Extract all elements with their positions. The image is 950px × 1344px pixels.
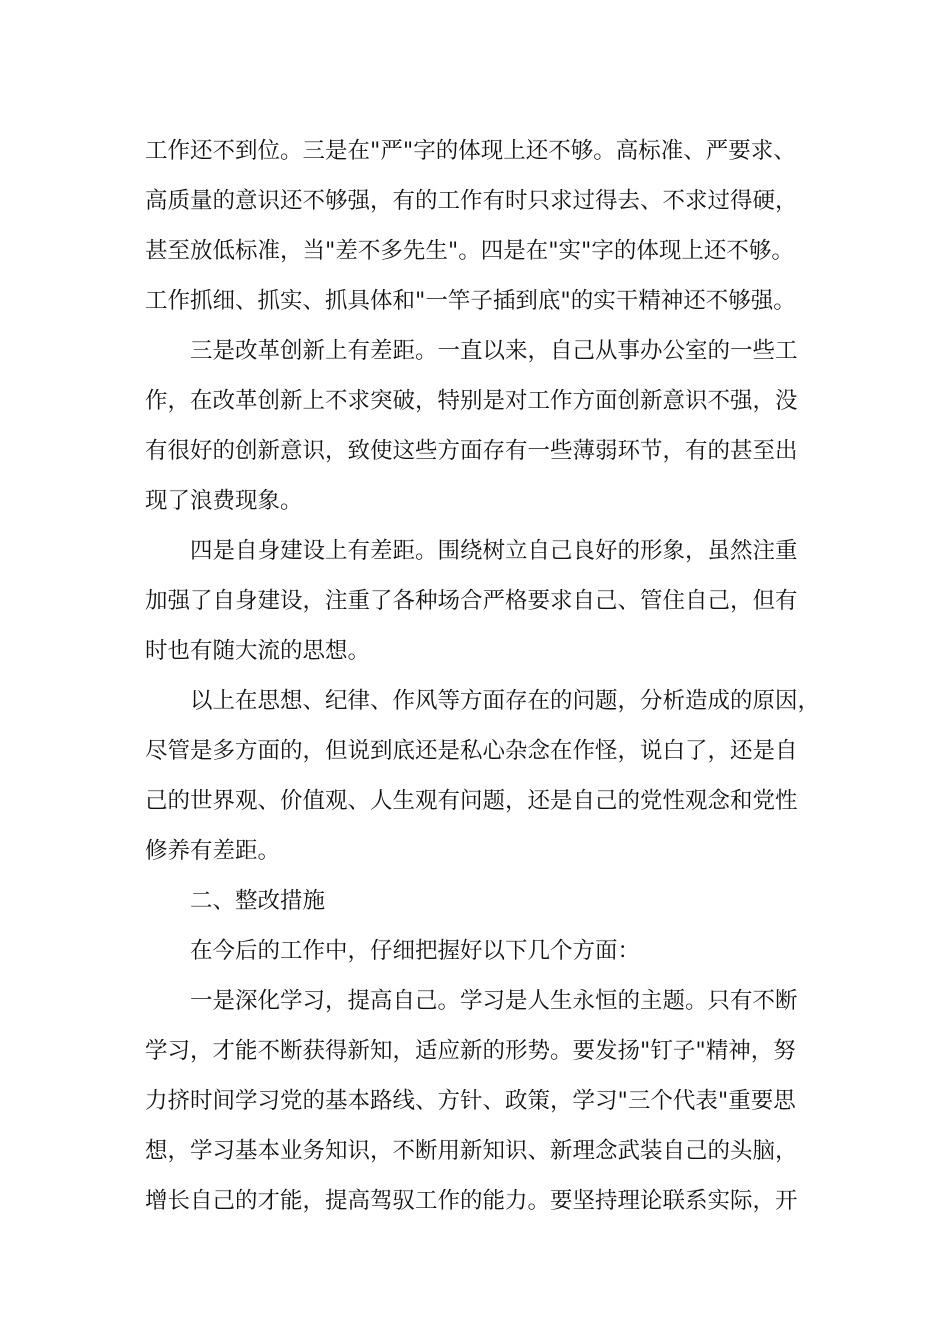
text-line: 修养有差距。 — [145, 838, 281, 864]
paragraph-start-line: 在今后的工作中，仔细把握好以下几个方面： — [190, 938, 641, 964]
text-line: 工作还不到位。三是在"严"字的体现上还不够。高标准、严要求、 — [145, 138, 796, 164]
text-line: 作，在改革创新上不求突破，特别是对工作方面创新意识不强，没 — [145, 388, 798, 414]
paragraph-start-line: 三是改革创新上有差距。一直以来，自己从事办公室的一些工 — [190, 338, 798, 364]
text-line: 有很好的创新意识，致使这些方面存有一些薄弱环节，有的甚至出 — [145, 438, 798, 464]
text-line: 学习，才能不断获得新知，适应新的形势。要发扬"钉子"精神，努 — [145, 1038, 796, 1064]
text-line: 现了浪费现象。 — [145, 488, 303, 514]
paragraph-start-line: 以上在思想、纪律、作风等方面存在的问题，分析造成的原因， — [190, 688, 821, 714]
text-line: 工作抓细、抓实、抓具体和"一竿子插到底"的实干精神还不够强。 — [145, 288, 796, 314]
text-line: 想，学习基本业务知识，不断用新知识、新理念武装自己的头脑， — [145, 1138, 798, 1164]
text-line: 力挤时间学习党的基本路线、方针、政策，学习"三个代表"重要思 — [145, 1088, 796, 1114]
text-line: 时也有随大流的思想。 — [145, 638, 371, 664]
text-line: 甚至放低标准，当"差不多先生"。四是在"实"字的体现上还不够。 — [145, 238, 794, 264]
text-line: 己的世界观、价值观、人生观有问题，还是自己的党性观念和党性 — [145, 788, 798, 814]
text-line: 增长自己的才能，提高驾驭工作的能力。要坚持理论联系实际，开 — [145, 1188, 798, 1214]
section-heading: 二、整改措施 — [190, 888, 326, 914]
text-line: 加强了自身建设，注重了各种场合严格要求自己、管住自己，但有 — [145, 588, 798, 614]
paragraph-start-line: 一是深化学习，提高自己。学习是人生永恒的主题。只有不断 — [190, 988, 798, 1014]
paragraph-start-line: 四是自身建设上有差距。围绕树立自己良好的形象，虽然注重 — [190, 538, 798, 564]
text-line: 尽管是多方面的，但说到底还是私心杂念在作怪，说白了，还是自 — [145, 738, 798, 764]
text-line: 高质量的意识还不够强，有的工作有时只求过得去、不求过得硬， — [145, 188, 798, 214]
